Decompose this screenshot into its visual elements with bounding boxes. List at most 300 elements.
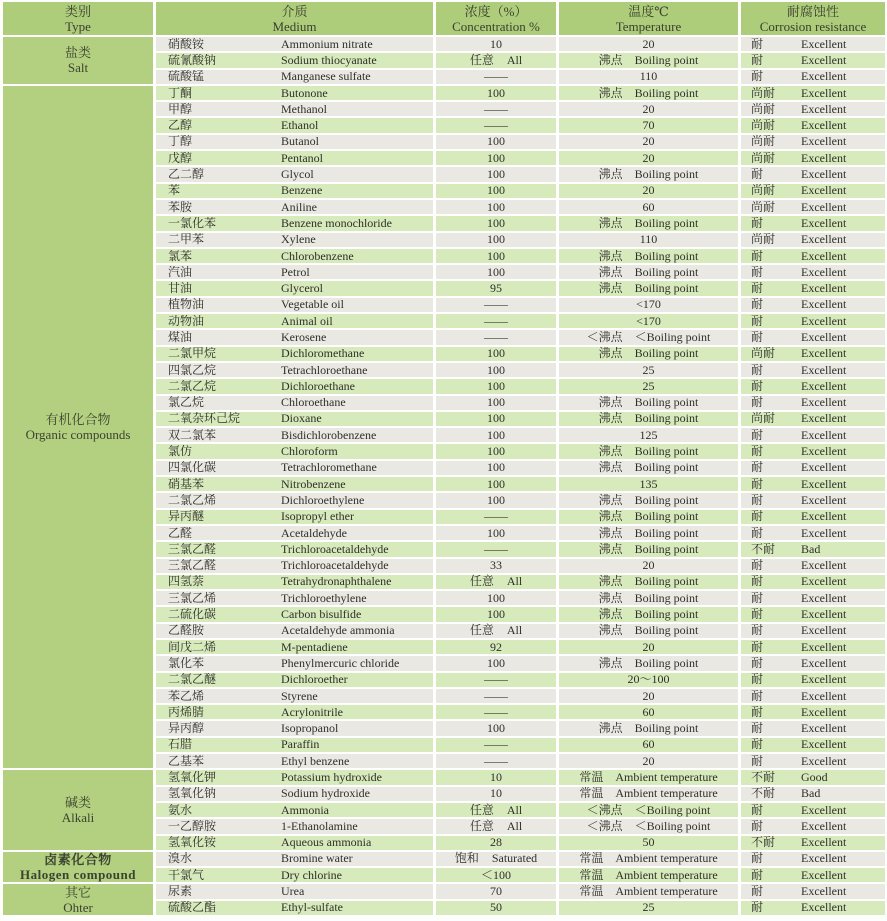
medium-name-zh: 硫酸锰: [168, 70, 205, 84]
resistance-zh: 耐: [751, 509, 764, 524]
concentration-value: 100: [487, 460, 505, 475]
resistance-en: Excellent: [801, 248, 847, 263]
medium-cell: [156, 559, 436, 575]
concentration-cell: [436, 901, 559, 917]
resistance-zh: 不耐: [751, 786, 776, 801]
temperature-value: Boiling point: [634, 346, 699, 361]
temperature-value: ＜Boiling point: [634, 818, 711, 833]
resistance-zh: 不耐: [751, 770, 776, 784]
resistance-zh: 耐: [751, 884, 764, 899]
temperature-value: Boiling point: [634, 574, 699, 589]
temperature-zh: 沸点: [598, 444, 623, 459]
medium-cell: [156, 868, 436, 884]
medium-cell: [156, 216, 436, 232]
medium-name-zh: 苯胺: [168, 200, 193, 214]
concentration-value: ——: [484, 313, 508, 328]
resistance-zh: 耐: [751, 476, 764, 491]
temperature-value: Boiling point: [634, 85, 699, 100]
temperature-zh: 沸点: [598, 525, 623, 540]
temperature-zh: 沸点: [598, 346, 623, 361]
temperature-cell: [559, 559, 741, 575]
table-row: [156, 493, 885, 509]
medium-cell: [156, 53, 436, 69]
concentration-cell: [436, 640, 559, 656]
medium-name-zh: 二氯乙醚: [168, 673, 217, 687]
corrosion-resistance-cell: [741, 102, 885, 118]
resistance-en: Excellent: [801, 411, 847, 426]
temperature-cell: [559, 86, 741, 102]
resistance-en: Excellent: [801, 313, 847, 328]
medium-cell: [156, 656, 436, 672]
medium-name-en: Dry chlorine: [281, 867, 342, 882]
temperature-value: Ambient temperature: [615, 770, 718, 784]
concentration-cell: [436, 591, 559, 607]
table-row: [156, 233, 885, 249]
temperature-zh: 沸点: [598, 460, 623, 475]
concentration-cell: [436, 510, 559, 526]
temperature-value: 20: [642, 183, 655, 198]
section-type-label-zh: 卤素化合物: [44, 852, 112, 868]
corrosion-resistance-cell: [741, 412, 885, 428]
temperature-cell: [559, 151, 741, 167]
resistance-zh: 耐: [751, 867, 764, 882]
concentration-value: 100: [487, 183, 505, 198]
column-header-medium: [156, 2, 436, 37]
table-row: [156, 884, 885, 900]
corrosion-resistance-cell: [741, 135, 885, 151]
corrosion-resistance-cell: [741, 510, 885, 526]
temperature-value: Ambient temperature: [615, 851, 718, 866]
concentration-value: 100: [487, 150, 505, 165]
concentration-value: ——: [484, 509, 508, 524]
concentration-value: 100: [487, 264, 505, 279]
section-type-label-zh: 其它: [64, 884, 91, 900]
temperature-value: ＜Boiling point: [634, 329, 711, 344]
medium-cell: [156, 412, 436, 428]
medium-name-en: Trichloroacetaldehyde: [281, 541, 389, 556]
medium-cell: [156, 428, 436, 444]
temperature-cell: [559, 526, 741, 542]
table-row: [156, 770, 885, 786]
medium-name-en: Aniline: [281, 199, 317, 214]
table-row: [156, 591, 885, 607]
resistance-en: Excellent: [801, 395, 847, 410]
medium-name-en: Vegetable oil: [281, 297, 344, 312]
resistance-en: Excellent: [801, 118, 847, 133]
table-row: [156, 624, 885, 640]
table-row: [156, 167, 885, 183]
resistance-zh: 耐: [751, 362, 764, 377]
temperature-zh: 沸点: [598, 509, 623, 524]
resistance-zh: 尚耐: [751, 411, 776, 426]
section-type-label-zh: 有机化合物: [45, 412, 111, 428]
resistance-zh: 耐: [751, 704, 764, 719]
temperature-value: Ambient temperature: [615, 884, 718, 899]
temperature-cell: [559, 363, 741, 379]
medium-name-zh: 尿素: [168, 885, 193, 899]
medium-name-en: Butanol: [281, 134, 319, 149]
corrosion-resistance-cell: [741, 852, 885, 868]
temperature-cell: [559, 819, 741, 835]
concentration-value: 100: [487, 525, 505, 540]
temperature-cell: [559, 379, 741, 395]
temperature-value: Boiling point: [634, 607, 699, 622]
concentration-value: 10: [490, 36, 502, 51]
table-row: [156, 640, 885, 656]
concentration-value: 100: [487, 476, 505, 491]
table-row: [156, 868, 885, 884]
temperature-cell: [559, 770, 741, 786]
medium-name-en: Ethyl-sulfate: [281, 900, 343, 915]
temperature-cell: [559, 396, 741, 412]
temperature-value: Boiling point: [634, 215, 699, 230]
resistance-en: Excellent: [801, 900, 847, 915]
corrosion-resistance-cell: [741, 118, 885, 134]
corrosion-resistance-cell: [741, 167, 885, 183]
concentration-value: ——: [484, 704, 508, 719]
concentration-value: ——: [484, 297, 508, 312]
section-rows: [156, 884, 885, 917]
concentration-cell: [436, 330, 559, 346]
temperature-zh: 沸点: [598, 655, 623, 670]
resistance-en: Excellent: [801, 297, 847, 312]
medium-name-en: Phenylmercuric chloride: [281, 655, 400, 670]
resistance-zh: 耐: [751, 655, 764, 670]
resistance-en: Excellent: [801, 655, 847, 670]
resistance-en: Excellent: [801, 167, 847, 182]
resistance-en: Excellent: [801, 737, 847, 752]
resistance-zh: 耐: [751, 721, 764, 736]
medium-cell: [156, 461, 436, 477]
medium-cell: [156, 102, 436, 118]
medium-name-zh: 氯乙烷: [168, 396, 205, 410]
medium-name-en: Styrene: [281, 688, 318, 703]
resistance-en: Excellent: [801, 704, 847, 719]
temperature-value: 110: [639, 232, 658, 247]
temperature-value: 60: [642, 199, 655, 214]
medium-cell: [156, 542, 436, 558]
table-row: [156, 787, 885, 803]
resistance-en: Excellent: [801, 884, 847, 899]
medium-cell: [156, 184, 436, 200]
concentration-cell: [436, 607, 559, 623]
temperature-cell: [559, 249, 741, 265]
concentration-value: 100: [487, 167, 505, 182]
medium-name-en: Nitrobenzene: [281, 476, 346, 491]
concentration-cell: [436, 347, 559, 363]
medium-name-en: 1-Ethanolamine: [281, 818, 358, 833]
concentration-value: 100: [487, 721, 505, 736]
concentration-value: 92: [490, 639, 502, 654]
temperature-cell: [559, 836, 741, 852]
medium-name-zh: 氯仿: [168, 445, 193, 459]
temperature-cell: [559, 607, 741, 623]
concentration-cell: [436, 754, 559, 770]
medium-name-zh: 硝基苯: [168, 477, 205, 491]
concentration-cell: [436, 135, 559, 151]
temperature-cell: [559, 330, 741, 346]
resistance-en: Excellent: [801, 346, 847, 361]
medium-name-en: Glycerol: [281, 281, 323, 296]
medium-name-zh: 煤油: [168, 330, 193, 344]
concentration-value: 100: [487, 85, 505, 100]
corrosion-resistance-cell: [741, 705, 885, 721]
table-row: [156, 901, 885, 917]
corrosion-resistance-cell: [741, 347, 885, 363]
table-row: [156, 86, 885, 102]
temperature-zh: 沸点: [598, 492, 623, 507]
table-row: [156, 396, 885, 412]
medium-name-zh: 乙醇: [168, 119, 193, 133]
temperature-cell: [559, 118, 741, 134]
concentration-value: ——: [484, 541, 508, 556]
medium-cell: [156, 249, 436, 265]
resistance-zh: 不耐: [751, 541, 776, 556]
medium-name-zh: 二氧杂环己烷: [168, 412, 241, 426]
concentration-cell: [436, 396, 559, 412]
medium-name-en: Ammonium nitrate: [281, 36, 373, 51]
temperature-value: <170: [636, 313, 661, 328]
medium-name-zh: 四氯乙烷: [168, 363, 217, 377]
resistance-en: Excellent: [801, 329, 847, 344]
concentration-value: 28: [490, 835, 502, 850]
resistance-zh: 耐: [751, 753, 764, 768]
medium-cell: [156, 86, 436, 102]
corrosion-resistance-cell: [741, 216, 885, 232]
resistance-en: Excellent: [801, 818, 847, 833]
concentration-cell: [436, 412, 559, 428]
temperature-value: Boiling point: [634, 248, 699, 263]
table-row: [156, 412, 885, 428]
resistance-en: Excellent: [801, 672, 847, 687]
medium-cell: [156, 314, 436, 330]
concentration-cell: [436, 705, 559, 721]
temperature-zh: 常温: [579, 770, 604, 784]
concentration-value: 100: [487, 215, 505, 230]
temperature-cell: [559, 624, 741, 640]
temperature-zh: 沸点: [598, 411, 623, 426]
resistance-zh: 耐: [751, 281, 764, 296]
temperature-value: Boiling point: [634, 281, 699, 296]
corrosion-resistance-cell: [741, 721, 885, 737]
concentration-value: 95: [490, 281, 502, 296]
medium-name-zh: 二硫化碳: [168, 608, 217, 622]
table-header-row: [3, 2, 885, 37]
concentration-cell: [436, 819, 559, 835]
corrosion-resistance-cell: [741, 624, 885, 640]
medium-name-zh: 苯: [168, 184, 181, 198]
table-row: [156, 265, 885, 281]
corrosion-resistance-cell: [741, 233, 885, 249]
resistance-zh: 耐: [751, 607, 764, 622]
temperature-cell: [559, 852, 741, 868]
temperature-zh: 沸点: [598, 395, 623, 410]
resistance-en: Excellent: [801, 85, 847, 100]
concentration-cell: [436, 868, 559, 884]
section-rows: [156, 770, 885, 851]
temperature-zh: 沸点: [598, 590, 623, 605]
corrosion-resistance-cell: [741, 738, 885, 754]
medium-cell: [156, 770, 436, 786]
temperature-zh: 沸点: [598, 167, 623, 182]
medium-name-zh: 异丙醇: [168, 722, 205, 736]
resistance-zh: 耐: [751, 395, 764, 410]
medium-name-en: Chloroform: [281, 444, 338, 459]
table-row: [156, 852, 885, 868]
temperature-cell: [559, 102, 741, 118]
medium-name-en: Trichloroacetaldehyde: [281, 558, 389, 573]
corrosion-resistance-cell: [741, 754, 885, 770]
temperature-value: 20～100: [627, 672, 670, 687]
concentration-cell: [436, 493, 559, 509]
section-type-cell: [3, 884, 156, 917]
table-row: [156, 705, 885, 721]
table-row: [156, 689, 885, 705]
medium-cell: [156, 526, 436, 542]
resistance-en: Excellent: [801, 444, 847, 459]
concentration-cell: [436, 200, 559, 216]
medium-cell: [156, 901, 436, 917]
medium-name-en: Carbon bisulfide: [281, 607, 362, 622]
resistance-en: Excellent: [801, 867, 847, 882]
medium-name-zh: 二氯甲烷: [168, 347, 217, 361]
medium-cell: [156, 151, 436, 167]
medium-name-zh: 甲醇: [168, 102, 193, 116]
table-row: [156, 249, 885, 265]
medium-name-en: Glycol: [281, 167, 314, 182]
medium-cell: [156, 281, 436, 297]
resistance-en: Excellent: [801, 688, 847, 703]
section-type-label-en: Salt: [67, 60, 89, 76]
medium-cell: [156, 624, 436, 640]
concentration-cell: [436, 884, 559, 900]
corrosion-resistance-cell: [741, 673, 885, 689]
medium-name-zh: 间戊二烯: [168, 640, 217, 654]
medium-cell: [156, 233, 436, 249]
table-row: [156, 526, 885, 542]
resistance-en: Excellent: [801, 607, 847, 622]
medium-name-en: Ethyl benzene: [281, 753, 350, 768]
corrosion-resistance-cell: [741, 249, 885, 265]
table-row: [156, 200, 885, 216]
corrosion-resistance-cell: [741, 884, 885, 900]
temperature-cell: [559, 721, 741, 737]
temperature-value: Ambient temperature: [615, 867, 718, 882]
column-header-type-en: Type: [65, 18, 91, 34]
resistance-en: Excellent: [801, 281, 847, 296]
table-section: [3, 884, 885, 917]
resistance-zh: 耐: [751, 802, 764, 817]
temperature-cell: [559, 591, 741, 607]
column-header-temperature-zh: 温度℃: [628, 3, 669, 19]
medium-name-en: Ethanol: [281, 118, 319, 133]
column-header-medium-zh: 介质: [281, 3, 308, 19]
resistance-en: Excellent: [801, 590, 847, 605]
resistance-en: Excellent: [801, 183, 847, 198]
concentration-cell: [436, 852, 559, 868]
table-row: [156, 118, 885, 134]
concentration-value: 100: [487, 607, 505, 622]
resistance-en: Excellent: [801, 427, 847, 442]
resistance-zh: 尚耐: [751, 346, 776, 361]
medium-name-zh: 二氯乙烷: [168, 379, 217, 393]
temperature-cell: [559, 216, 741, 232]
corrosion-resistance-cell: [741, 379, 885, 395]
temperature-value: 20: [642, 101, 655, 116]
corrosion-resistance-cell: [741, 493, 885, 509]
medium-cell: [156, 705, 436, 721]
corrosion-resistance-cell: [741, 901, 885, 917]
temperature-value: 135: [639, 476, 658, 491]
resistance-en: Excellent: [801, 150, 847, 165]
corrosion-resistance-cell: [741, 298, 885, 314]
concentration-cell: [436, 314, 559, 330]
concentration-value: ——: [484, 688, 508, 703]
temperature-cell: [559, 53, 741, 69]
resistance-zh: 耐: [751, 378, 764, 393]
resistance-en: Bad: [801, 786, 821, 801]
concentration-cell: [436, 526, 559, 542]
corrosion-resistance-cell: [741, 265, 885, 281]
concentration-value: All: [506, 623, 523, 638]
temperature-zh: ＜沸点: [586, 818, 623, 833]
column-header-type: [3, 2, 156, 37]
temperature-value: 25: [642, 378, 655, 393]
concentration-value: ——: [484, 69, 508, 84]
table-row: [156, 575, 885, 591]
temperature-value: Boiling point: [634, 492, 699, 507]
corrosion-resistance-cell: [741, 461, 885, 477]
medium-name-en: Dichloroethylene: [281, 492, 365, 507]
medium-cell: [156, 70, 436, 86]
medium-name-en: Urea: [281, 884, 305, 899]
temperature-cell: [559, 868, 741, 884]
medium-cell: [156, 689, 436, 705]
resistance-zh: 耐: [751, 900, 764, 915]
resistance-en: Excellent: [801, 492, 847, 507]
temperature-value: Boiling point: [634, 541, 699, 556]
medium-name-en: Sodium thiocyanate: [281, 52, 377, 67]
medium-cell: [156, 167, 436, 183]
corrosion-resistance-cell: [741, 86, 885, 102]
table-row: [156, 754, 885, 770]
table-row: [156, 444, 885, 460]
temperature-cell: [559, 37, 741, 53]
medium-name-zh: 丙烯腈: [168, 705, 205, 719]
table-row: [156, 510, 885, 526]
corrosion-resistance-cell: [741, 868, 885, 884]
temperature-value: Boiling point: [634, 460, 699, 475]
table-row: [156, 151, 885, 167]
temperature-value: 60: [642, 704, 655, 719]
temperature-cell: [559, 314, 741, 330]
resistance-zh: 耐: [751, 574, 764, 589]
resistance-en: Excellent: [801, 460, 847, 475]
temperature-value: 110: [639, 69, 658, 84]
medium-cell: [156, 575, 436, 591]
medium-name-en: M-pentadiene: [281, 639, 348, 654]
temperature-zh: 沸点: [598, 264, 623, 279]
concentration-value: 100: [487, 590, 505, 605]
temperature-cell: [559, 803, 741, 819]
temperature-cell: [559, 265, 741, 281]
concentration-value: 100: [487, 378, 505, 393]
concentration-cell: [436, 233, 559, 249]
temperature-cell: [559, 477, 741, 493]
table-row: [156, 70, 885, 86]
table-section: [3, 852, 885, 885]
temperature-cell: [559, 461, 741, 477]
